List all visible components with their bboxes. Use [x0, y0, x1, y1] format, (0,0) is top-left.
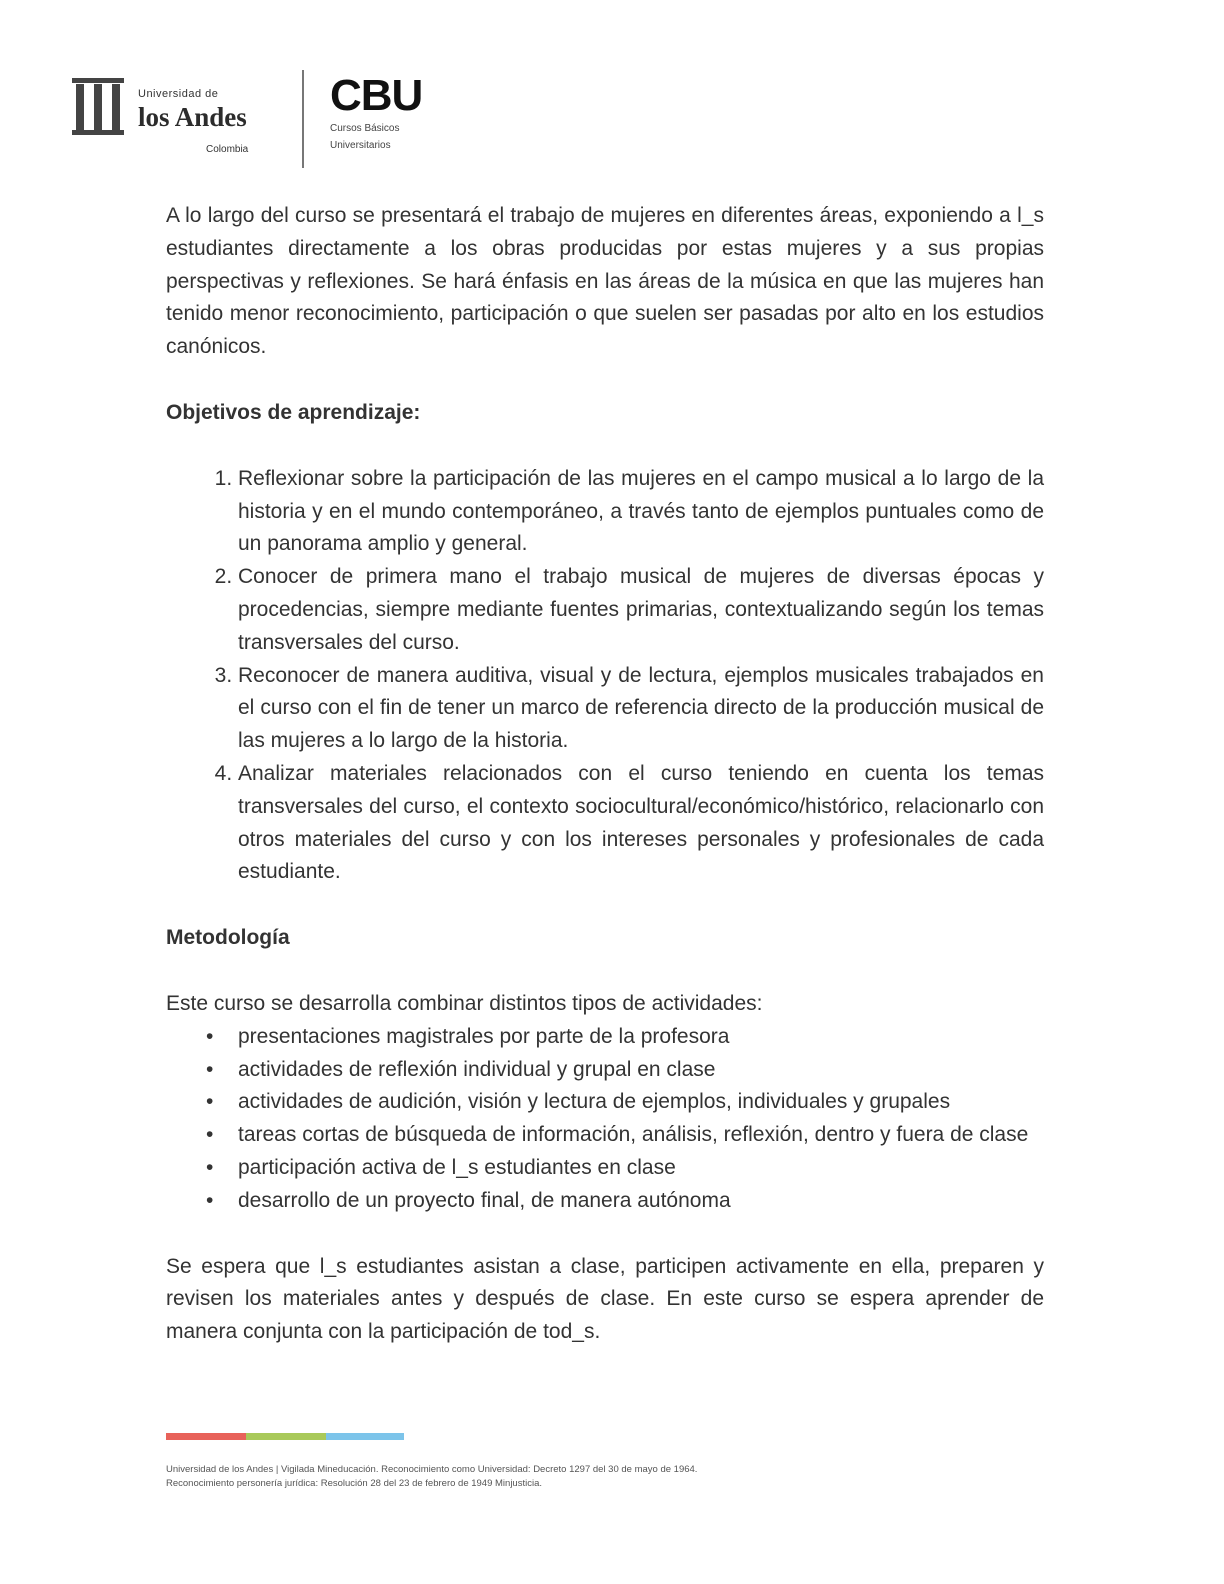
university-logo	[70, 78, 275, 158]
university-name: los Andes	[138, 102, 247, 132]
footer-color-bar	[166, 1433, 404, 1440]
footer-bar-green	[246, 1433, 326, 1440]
footer-legal-text	[166, 1463, 966, 1491]
page-header	[70, 70, 470, 170]
activities-list	[166, 1021, 1044, 1218]
activity-item: • actividades de reflexión individual y grupal en clase	[238, 1054, 1044, 1087]
footer-line-1: Universidad de los Andes | Vigilada Mineducación. Reconocimiento como Universidad: Decreto 1297 del 30 de mayo de 1964.	[166, 1464, 698, 1475]
bullet-icon: •	[206, 1057, 214, 1081]
objective-item: 2. Conocer de primera mano el trabajo musical de mujeres de diversas épocas y procedencias, siempre mediante fuentes primarias, contextualizando según los temas transversales del curso.	[238, 561, 1044, 659]
objectives-heading: Objetivos de aprendizaje:	[166, 400, 421, 424]
intro-paragraph: A lo largo del curso se presentará el trabajo de mujeres en diferentes áreas, exponiendo a l_s estudiantes directamente a los obras producidas por estas mujeres y a sus propias perspectivas y reflexiones. Se hará énfasis en las áreas de la música en que las mujeres han tenido menor reconocimiento, participación o que suelen ser pasadas por alto en los estudios canónicos.	[166, 204, 1044, 359]
bullet-icon: •	[206, 1155, 214, 1179]
document-body	[166, 200, 1044, 1349]
closing-paragraph: Se espera que l_s estudiantes asistan a clase, participen activamente en ella, preparen y revisen los materiales antes y después de clase. En este curso se espera aprender de manera conjunta con la participación de tod_s.	[166, 1254, 1044, 1344]
bullet-icon: •	[206, 1123, 214, 1147]
university-line1: Universidad de	[138, 88, 219, 100]
bullet-icon: •	[206, 1024, 214, 1048]
activity-item: • tareas cortas de búsqueda de información, análisis, reflexión, dentro y fuera de clase	[238, 1119, 1044, 1152]
header-divider	[302, 70, 304, 168]
cbu-logo	[330, 71, 440, 164]
methodology-heading: Metodología	[166, 926, 290, 950]
bullet-icon: •	[206, 1188, 214, 1212]
bullet-icon: •	[206, 1090, 214, 1114]
cbu-subtitle-2: Universitarios	[330, 140, 391, 151]
cbu-mark: CBU	[330, 71, 423, 120]
objective-item: 1. Reflexionar sobre la participación de las mujeres en el campo musical a lo largo de la historia y en el mundo contemporáneo, a través tanto de ejemplos puntuales como de un panorama amplio y general.	[238, 463, 1044, 561]
objective-item: 3. Reconocer de manera auditiva, visual y de lectura, ejemplos musicales trabajados en el curso con el fin de tener un marco de referencia directo de la producción musical de las mujeres a lo largo de la historia.	[238, 660, 1044, 758]
activity-item: • actividades de audición, visión y lectura de ejemplos, individuales y grupales	[238, 1086, 1044, 1119]
footer-line-2: Reconocimiento personería jurídica: Resolución 28 del 23 de febrero de 1949 Minjusticia.	[166, 1478, 542, 1489]
university-country: Colombia	[206, 144, 249, 155]
activity-item: • participación activa de l_s estudiantes en clase	[238, 1152, 1044, 1185]
activity-item: • desarrollo de un proyecto final, de manera autónoma	[238, 1185, 1044, 1218]
footer-bar-blue	[326, 1433, 404, 1440]
activity-item: • presentaciones magistrales por parte de la profesora	[238, 1021, 1044, 1054]
university-building-icon	[70, 78, 128, 136]
cbu-subtitle-1: Cursos Básicos	[330, 123, 400, 134]
objective-item: 4. Analizar materiales relacionados con el curso teniendo en cuenta los temas transversales del curso, el contexto sociocultural/económico/histórico, relacionarlo con otros materiales del curso y con los intereses personales y profesionales de cada estudiante.	[238, 758, 1044, 889]
footer-bar-red	[166, 1433, 246, 1440]
methodology-intro: Este curso se desarrolla combinar distintos tipos de actividades:	[166, 991, 763, 1015]
objectives-list	[166, 463, 1044, 889]
